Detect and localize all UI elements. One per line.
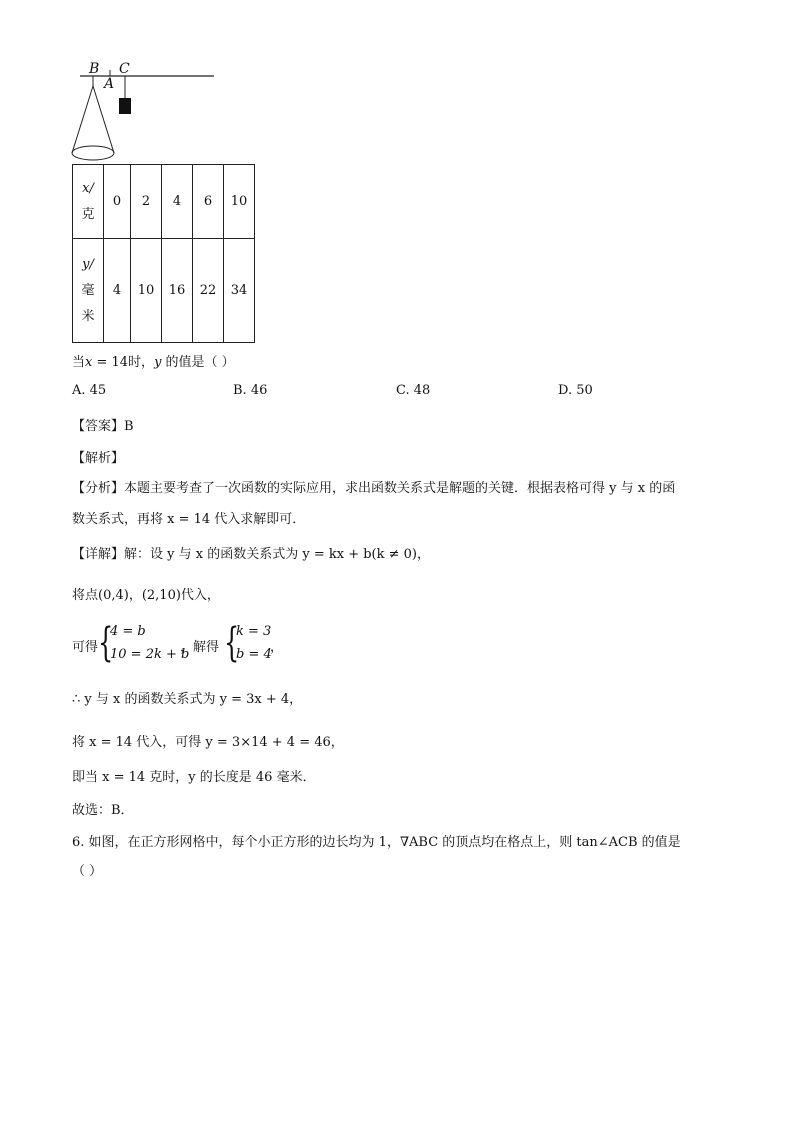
stem-text: 当 <box>72 355 86 370</box>
detail-text: ， <box>270 640 284 655</box>
equation: 4 = b <box>110 624 146 639</box>
cone-left-edge <box>72 86 93 153</box>
detail-text: 解：设 y 与 x 的函数关系式为 y = kx + b(k ≠ 0)， <box>124 547 430 562</box>
detail-line4: ∴ y 与 x 的函数关系式为 y = 3x + 4， <box>72 692 303 707</box>
answer-tag: 【答案】 <box>72 419 125 434</box>
fenxi-line1 <box>72 477 675 496</box>
equation: b = 4 <box>236 647 272 662</box>
table-cell: 6 <box>193 165 224 239</box>
option-d: D. 50 <box>558 383 593 398</box>
q6-line2: （ ） <box>72 864 103 879</box>
equation: 10 = 2k + b <box>110 647 190 662</box>
fenxi-tag: 【分析】 <box>72 481 125 496</box>
answer-line <box>72 415 134 434</box>
detail-line6: 即当 x = 14 克时，y 的长度是 46 毫米． <box>72 770 316 785</box>
table-cell: 4 <box>104 239 131 343</box>
detail-text: ，解得 <box>180 640 220 655</box>
cell-text: x/ <box>82 180 94 196</box>
data-table <box>72 164 255 343</box>
q6-line1: 6. 如图，在正方形网格中，每个小正方形的边长均为 1，∇ABC 的顶点均在格点上，则 tan∠ACB 的值是 <box>72 835 681 850</box>
analysis-title: 【解析】 <box>72 451 125 466</box>
option-c: C. 48 <box>396 383 431 398</box>
stem-var: x <box>85 355 93 370</box>
fenxi-line2: 数关系式，再将 x = 14 代入求解即可． <box>72 512 306 527</box>
stem-text: 的值是（ ） <box>161 355 235 370</box>
table-row <box>73 239 255 343</box>
detail-line2: 将点(0,4)，(2,10)代入， <box>72 588 220 603</box>
fenxi-text: 本题主要考查了一次函数的实际应用，求出函数关系式是解题的关键．根据表格可得 y 与 x 的函 <box>124 481 676 496</box>
table-cell: 16 <box>162 239 193 343</box>
cell-text: 克 <box>81 206 95 222</box>
table-cell: 2 <box>131 165 162 239</box>
cone-right-edge <box>93 86 114 153</box>
cone-base <box>72 146 114 160</box>
table-cell: 10 <box>131 239 162 343</box>
equation: k = 3 <box>236 624 272 639</box>
left-brace-2: { <box>224 620 240 666</box>
header-cell-x <box>73 165 104 239</box>
weight-block <box>119 98 131 114</box>
cell-text: y/ <box>82 256 94 272</box>
label-b: B <box>89 61 100 77</box>
table-row <box>73 165 255 239</box>
table-cell: 0 <box>104 165 131 239</box>
detail-line1 <box>72 543 430 562</box>
label-c: C <box>119 61 130 77</box>
label-a: A <box>104 76 115 92</box>
table-cell: 10 <box>224 165 255 239</box>
table-cell: 4 <box>162 165 193 239</box>
table-cell: 34 <box>224 239 255 343</box>
option-b: B. 46 <box>233 383 268 398</box>
table-cell: 22 <box>193 239 224 343</box>
answer-value: B <box>124 419 134 434</box>
question-stem <box>72 351 235 370</box>
header-cell-y <box>73 239 104 343</box>
detail-line7: 故选：B． <box>72 803 134 818</box>
stem-text: = 14时， <box>92 355 155 370</box>
detail-line5: 将 x = 14 代入，可得 y = 3×14 + 4 = 46， <box>72 735 344 750</box>
option-a: A. 45 <box>72 383 107 398</box>
detail-tag: 【详解】 <box>72 547 125 562</box>
cell-text: 毫 <box>81 282 95 298</box>
cell-text: 米 <box>81 308 95 324</box>
left-brace-1: { <box>98 620 114 666</box>
detail-text: 可得 <box>72 640 99 655</box>
stem-var: y <box>154 355 162 370</box>
balance-figure <box>60 56 230 168</box>
